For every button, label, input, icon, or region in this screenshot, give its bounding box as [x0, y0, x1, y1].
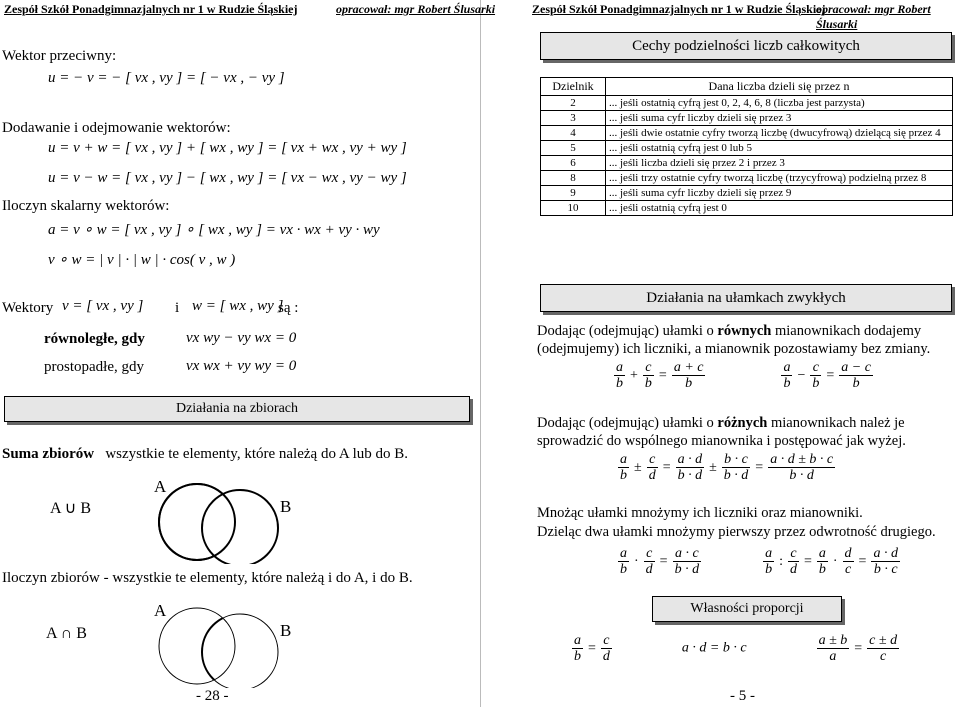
divide-text: Dzieląc dwa ułamki mnożymy pierwszy przez odwrotność drugiego.	[537, 524, 936, 540]
perpendicular-condition: vx wx + vy wy = 0	[186, 358, 297, 374]
union-symbol: A ∪ B	[50, 500, 92, 517]
table-row	[541, 186, 953, 201]
p1-part-a: Dodając (odejmując) ułamki o	[537, 323, 718, 339]
p2-part-a: Dodając (odejmując) ułamki o	[537, 415, 718, 431]
table-row	[541, 156, 953, 171]
dot-product-formula: a = v ∘ w = [ vx , vy ] ∘ [ wx , wy ] = vx · wx + vy · wy	[48, 222, 380, 238]
divisibility-section-title: Cechy podzielności liczb całkowitych	[632, 38, 860, 54]
union-term: Suma zbiorów	[2, 446, 95, 462]
sets-section-box	[4, 396, 470, 422]
proportion-section-box	[652, 596, 842, 622]
right-header-school: Zespół Szkół Ponadgimnazjalnych nr 1 w Rudzie Śląskiej	[532, 2, 826, 16]
right-page-number: - 5 -	[730, 688, 755, 704]
rule-cell: ... jeśli ostatnią cyfrą jest 0 lub 5	[606, 141, 953, 156]
table-row	[541, 171, 953, 186]
table-header-rule: Dana liczba dzieli się przez n	[606, 78, 953, 96]
p1-part-bold: równych	[717, 323, 772, 339]
parallel-condition: vx wy − vy wx = 0	[186, 330, 297, 346]
p2-part-d: sprowadzić do wspólnego mianownika i postępować jak wyżej.	[537, 433, 906, 449]
rule-cell: ... jeśli liczba dzieli się przez 2 i przez 3	[606, 156, 953, 171]
rule-cell: ... jeśli ostatnią cyfrą jest 0	[606, 201, 953, 216]
rule-cell: ... jeśli suma cyfr liczby dzieli się przez 3	[606, 111, 953, 126]
dot-product-title: Iloczyn skalarny wektorów:	[2, 198, 170, 214]
vector-add-formula: u = v + w = [ vx , vy ] + [ wx , wy ] = [ vx + wx , vy + wy ]	[48, 140, 407, 156]
dot-product-cos-formula: v ∘ w = | v | · | w | · cos( v , w )	[48, 252, 236, 268]
rule-cell: ... jeśli trzy ostatnie cyfry tworzą liczbę (trzycyfrową) podzielną przez 8	[606, 171, 953, 186]
divisor-cell: 4	[541, 126, 606, 141]
rule-cell: ... jeśli ostatnią cyfrą jest 0, 2, 4, 6, 8 (liczba jest parzysta)	[606, 96, 953, 111]
fractions-section-box	[540, 284, 952, 312]
same-denominator-formulas: $\frac{a}{b}$ + $\frac{c}{b}$ = $\frac{a + c}{b}$ $\frac{a}{b}$ − $\frac{c}{b}$ = $\frac{a - c}{b}$	[616, 360, 871, 391]
intersection-venn-diagram	[140, 598, 310, 688]
opposite-vector-title: Wektor przeciwny:	[2, 48, 117, 64]
table-row	[541, 141, 953, 156]
union-venn-diagram	[140, 474, 310, 564]
multiply-divide-formulas: $\frac{a}{b}$ · $\frac{c}{d}$ = $\frac{a \cdot c}{b \cdot d}$ $\frac{a}{b}$ : $\frac{c}{d}$ = $\frac{a}{b}$ · $\frac{d}{c}$ = $\frac{a \cdot d}{b \cdot c}$	[620, 546, 898, 577]
union-label-a: A	[154, 477, 167, 496]
divisor-cell: 3	[541, 111, 606, 126]
perpendicular-label: prostopadłe, gdy	[44, 359, 144, 375]
intersection-label-a: A	[154, 601, 167, 620]
union-circle-b	[202, 490, 278, 564]
intersection-circle-a	[159, 608, 235, 684]
are-label: są :	[278, 300, 299, 316]
p1-part-c: mianownikach dodajemy	[771, 323, 922, 339]
table-header-row	[541, 78, 953, 96]
union-description: wszystkie te elementy, które należą do A lub do B.	[105, 446, 409, 462]
divisor-cell: 2	[541, 96, 606, 111]
left-page-number: - 28 -	[196, 688, 229, 704]
page-divider	[480, 0, 481, 707]
vector-v-def: v = [ vx , vy ]	[62, 298, 144, 314]
vector-add-title: Dodawanie i odejmowanie wektorów:	[2, 120, 231, 136]
intersection-label-b: B	[280, 621, 292, 640]
proportion-section-title: Własności proporcji	[690, 601, 804, 616]
divisor-cell: 6	[541, 156, 606, 171]
intersection-definition: Iloczyn zbiorów - wszystkie te elementy, które należą i do A, i do B.	[2, 570, 413, 586]
divisor-cell: 8	[541, 171, 606, 186]
p2-part-bold: różnych	[717, 415, 768, 431]
opposite-vector-formula: u = − v = − [ vx , vy ] = [ − vx , − vy ]	[48, 70, 285, 86]
multiply-text: Mnożąc ułamki mnożymy ich liczniki oraz mianowniki.	[537, 505, 863, 521]
rule-cell: ... jeśli dwie ostatnie cyfry tworzą liczbę (dwucyfrową) dzielącą się przez 4	[606, 126, 953, 141]
vectors-label: Wektory	[2, 300, 54, 316]
divisor-cell: 10	[541, 201, 606, 216]
table-header-divisor: Dzielnik	[541, 78, 606, 96]
same-denominator-text	[537, 322, 930, 358]
intersection-symbol: A ∩ B	[46, 625, 87, 642]
left-header-school: Zespół Szkół Ponadgimnazjalnych nr 1 w Rudzie Śląskiej	[4, 2, 298, 16]
intersection-circle-b	[202, 614, 278, 688]
divisibility-table	[540, 77, 953, 216]
and-label: i	[175, 300, 180, 316]
fractions-section-title: Działania na ułamkach zwykłych	[646, 290, 846, 306]
parallel-label: równoległe, gdy	[44, 331, 145, 347]
divisor-cell: 5	[541, 141, 606, 156]
p2-part-c: mianownikach należ je	[767, 415, 905, 431]
vector-sub-formula: u = v − w = [ vx , vy ] − [ wx , wy ] = [ vx − wx , vy − wy ]	[48, 170, 407, 186]
table-row	[541, 201, 953, 216]
right-header-author: opracował: mgr Robert Ślusarki	[816, 2, 931, 31]
left-header-author: opracował: mgr Robert Ślusarki	[336, 2, 496, 16]
different-denominator-formula: $\frac{a}{b}$ ± $\frac{c}{d}$ = $\frac{a \cdot d}{b \cdot d}$ ± $\frac{b \cdot c}{b \cdot d}$ = $\frac{a \cdot d \pm b \cdot c}{b \cdot d}$	[620, 452, 834, 483]
union-label-b: B	[280, 497, 292, 516]
union-definition	[2, 446, 408, 463]
proportion-formulas: $\frac{a}{b}$ = $\frac{c}{d}$ a · d = b · c $\frac{a \pm b}{a}$ = $\frac{c \pm d}{c}$	[574, 633, 898, 664]
divisibility-section-box	[540, 32, 952, 60]
rule-cell: ... jeśli suma cyfr liczby dzieli się przez 9	[606, 186, 953, 201]
table-row	[541, 111, 953, 126]
table-row	[541, 96, 953, 111]
p1-part-d: (odejmujemy) ich liczniki, a mianownik pozostawiamy bez zmiany.	[537, 341, 931, 357]
vector-w-def: w = [ wx , wy ]	[192, 298, 284, 314]
divisor-cell: 9	[541, 186, 606, 201]
sets-section-title: Działania na zbiorach	[175, 401, 299, 416]
table-row	[541, 126, 953, 141]
different-denominator-text	[537, 414, 906, 450]
